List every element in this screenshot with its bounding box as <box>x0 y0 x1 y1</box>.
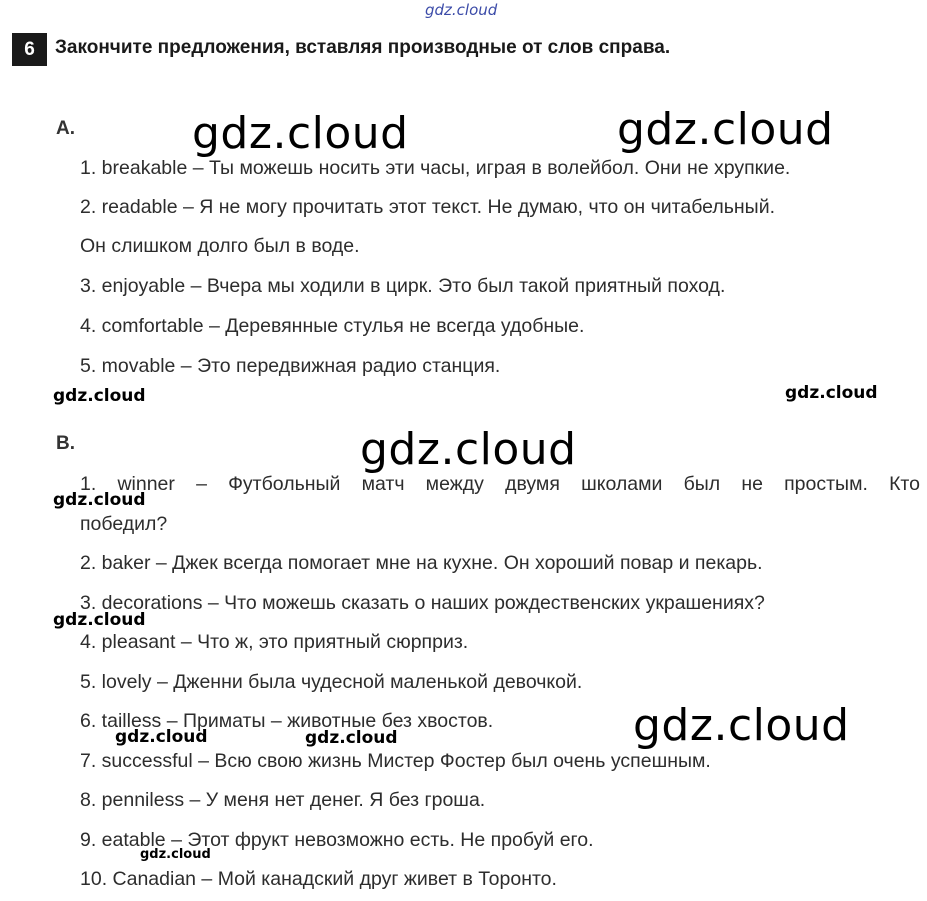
answer-line: 1. winner – Футбольный матч между двумя школами был не простым. Кто <box>80 473 920 495</box>
answer-line: 5. lovely – Дженни была чудесной маленькой девочкой. <box>80 671 583 693</box>
answer-line: 2. readable – Я не могу прочитать этот текст. Не думаю, что он читабельный. <box>80 196 776 218</box>
watermark-tiny: gdz.cloud <box>140 847 211 862</box>
answer-line: Он слишком долго был в воде. <box>80 235 360 257</box>
watermark-large: gdz.cloud <box>633 700 850 751</box>
watermark-large: gdz.cloud <box>360 424 577 475</box>
answer-line: 4. pleasant – Что ж, это приятный сюрприз. <box>80 631 469 653</box>
answer-line: 3. decorations – Что можешь сказать о наших рождественских украшениях? <box>80 592 765 614</box>
watermark-small: gdz.cloud <box>53 386 146 406</box>
watermark-small: gdz.cloud <box>53 490 146 510</box>
answer-line: победил? <box>80 513 168 535</box>
answer-line: 7. successful – Всю свою жизнь Мистер Фостер был очень успешным. <box>80 750 711 772</box>
answer-line: 6. tailless – Приматы – животные без хвостов. <box>80 710 494 732</box>
section-b-label: B. <box>56 433 75 454</box>
answer-line: 9. eatable – Этот фрукт невозможно есть. Не пробуй его. <box>80 829 594 851</box>
answer-line: 2. baker – Джек всегда помогает мне на кухне. Он хороший повар и пекарь. <box>80 552 763 574</box>
answer-line: 3. enjoyable – Вчера мы ходили в цирк. Это был такой приятный поход. <box>80 275 726 297</box>
exercise-instruction: Закончите предложения, вставляя производные от слов справа. <box>55 37 671 58</box>
exercise-number-badge: 6 <box>12 33 47 66</box>
watermark-small: gdz.cloud <box>53 610 146 630</box>
section-a-label: A. <box>56 118 75 139</box>
answer-line: 4. comfortable – Деревянные стулья не всегда удобные. <box>80 315 585 337</box>
answer-line: 5. movable – Это передвижная радио станция. <box>80 355 501 377</box>
watermark-small: gdz.cloud <box>785 383 878 403</box>
watermark-large: gdz.cloud <box>192 108 409 159</box>
watermark-large: gdz.cloud <box>617 104 834 155</box>
watermark-small: gdz.cloud <box>115 727 208 747</box>
answer-line: 1. breakable – Ты можешь носить эти часы, играя в волейбол. Они не хрупкие. <box>80 157 791 179</box>
answer-line: 8. penniless – У меня нет денег. Я без гроша. <box>80 789 486 811</box>
watermark-small: gdz.cloud <box>305 728 398 748</box>
answer-line: 10. Canadian – Мой канадский друг живет в Торонто. <box>80 868 557 890</box>
watermark-top: gdz.cloud <box>425 1 498 19</box>
